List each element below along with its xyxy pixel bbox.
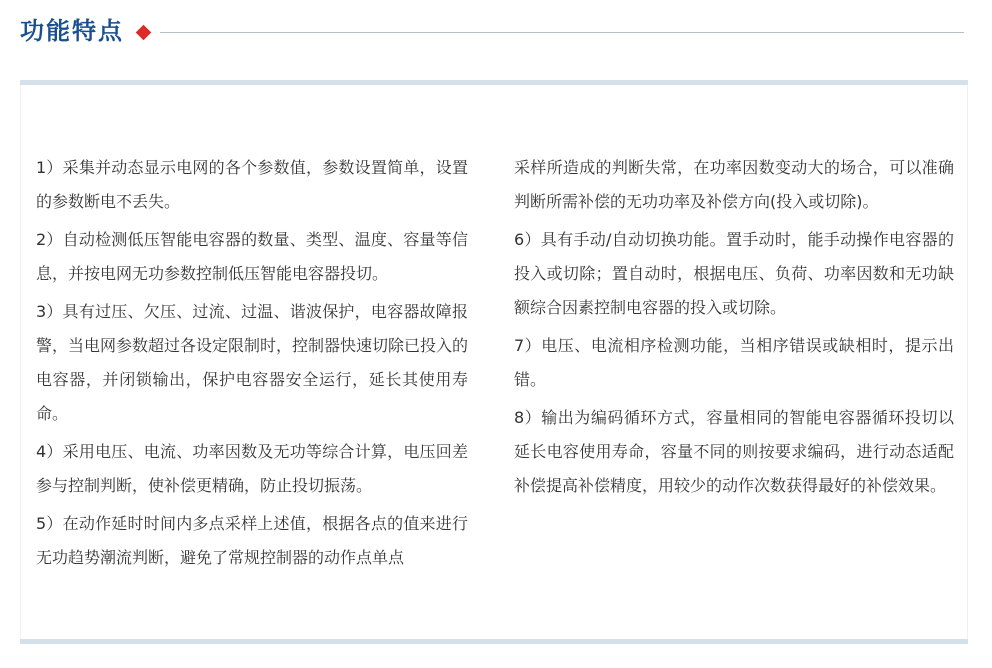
right-column <box>514 151 954 507</box>
feature-paragraph-6: 6）具有手动/自动切换功能。置手动时，能手动操作电容器的投入或切除；置自动时，根据电压、负荷、功率因数和无功缺额综合因素控制电容器的投入或切除。 <box>514 230 954 317</box>
header-divider <box>160 32 964 33</box>
feature-paragraph-7: 7）电压、电流相序检测功能，当相序错误或缺相时，提示出错。 <box>514 336 954 389</box>
feature-paragraph-8: 8）输出为编码循环方式，容量相同的智能电容器循环投切以延长电容使用寿命，容量不同的则按要求编码，进行动态适配补偿提高补偿精度，用较少的动作次数获得最好的补偿效果。 <box>514 408 954 495</box>
feature-paragraph-1: 1）采集并动态显示电网的各个参数值，参数设置简单，设置的参数断电不丢失。 <box>36 158 468 211</box>
section-header <box>20 14 964 50</box>
panel-right-border <box>967 85 968 639</box>
features-panel <box>20 80 968 644</box>
feature-paragraph-5: 5）在动作延时时间内多点采样上述值，根据各点的值来进行无功趋势潮流判断，避免了常规控制器的动作点单点 <box>36 514 468 567</box>
diamond-icon <box>136 25 152 41</box>
panel-left-border <box>20 85 21 639</box>
feature-paragraph-4: 4）采用电压、电流、功率因数及无功等综合计算，电压回差参与控制判断，使补偿更精确，防止投切振荡。 <box>36 442 468 495</box>
section-title: 功能特点 <box>20 17 124 45</box>
left-column <box>36 151 468 579</box>
feature-paragraph-5-continued: 采样所造成的判断失常，在功率因数变动大的场合，可以准确判断所需补偿的无功功率及补偿方向(投入或切除)。 <box>514 158 954 211</box>
feature-paragraph-2: 2）自动检测低压智能电容器的数量、类型、温度、容量等信息，并按电网无功参数控制低压智能电容器投切。 <box>36 230 468 283</box>
feature-paragraph-3: 3）具有过压、欠压、过流、过温、谐波保护，电容器故障报警，当电网参数超过各设定限制时，控制器快速切除已投入的电容器，并闭锁输出，保护电容器安全运行，延长其使用寿命。 <box>36 302 469 423</box>
